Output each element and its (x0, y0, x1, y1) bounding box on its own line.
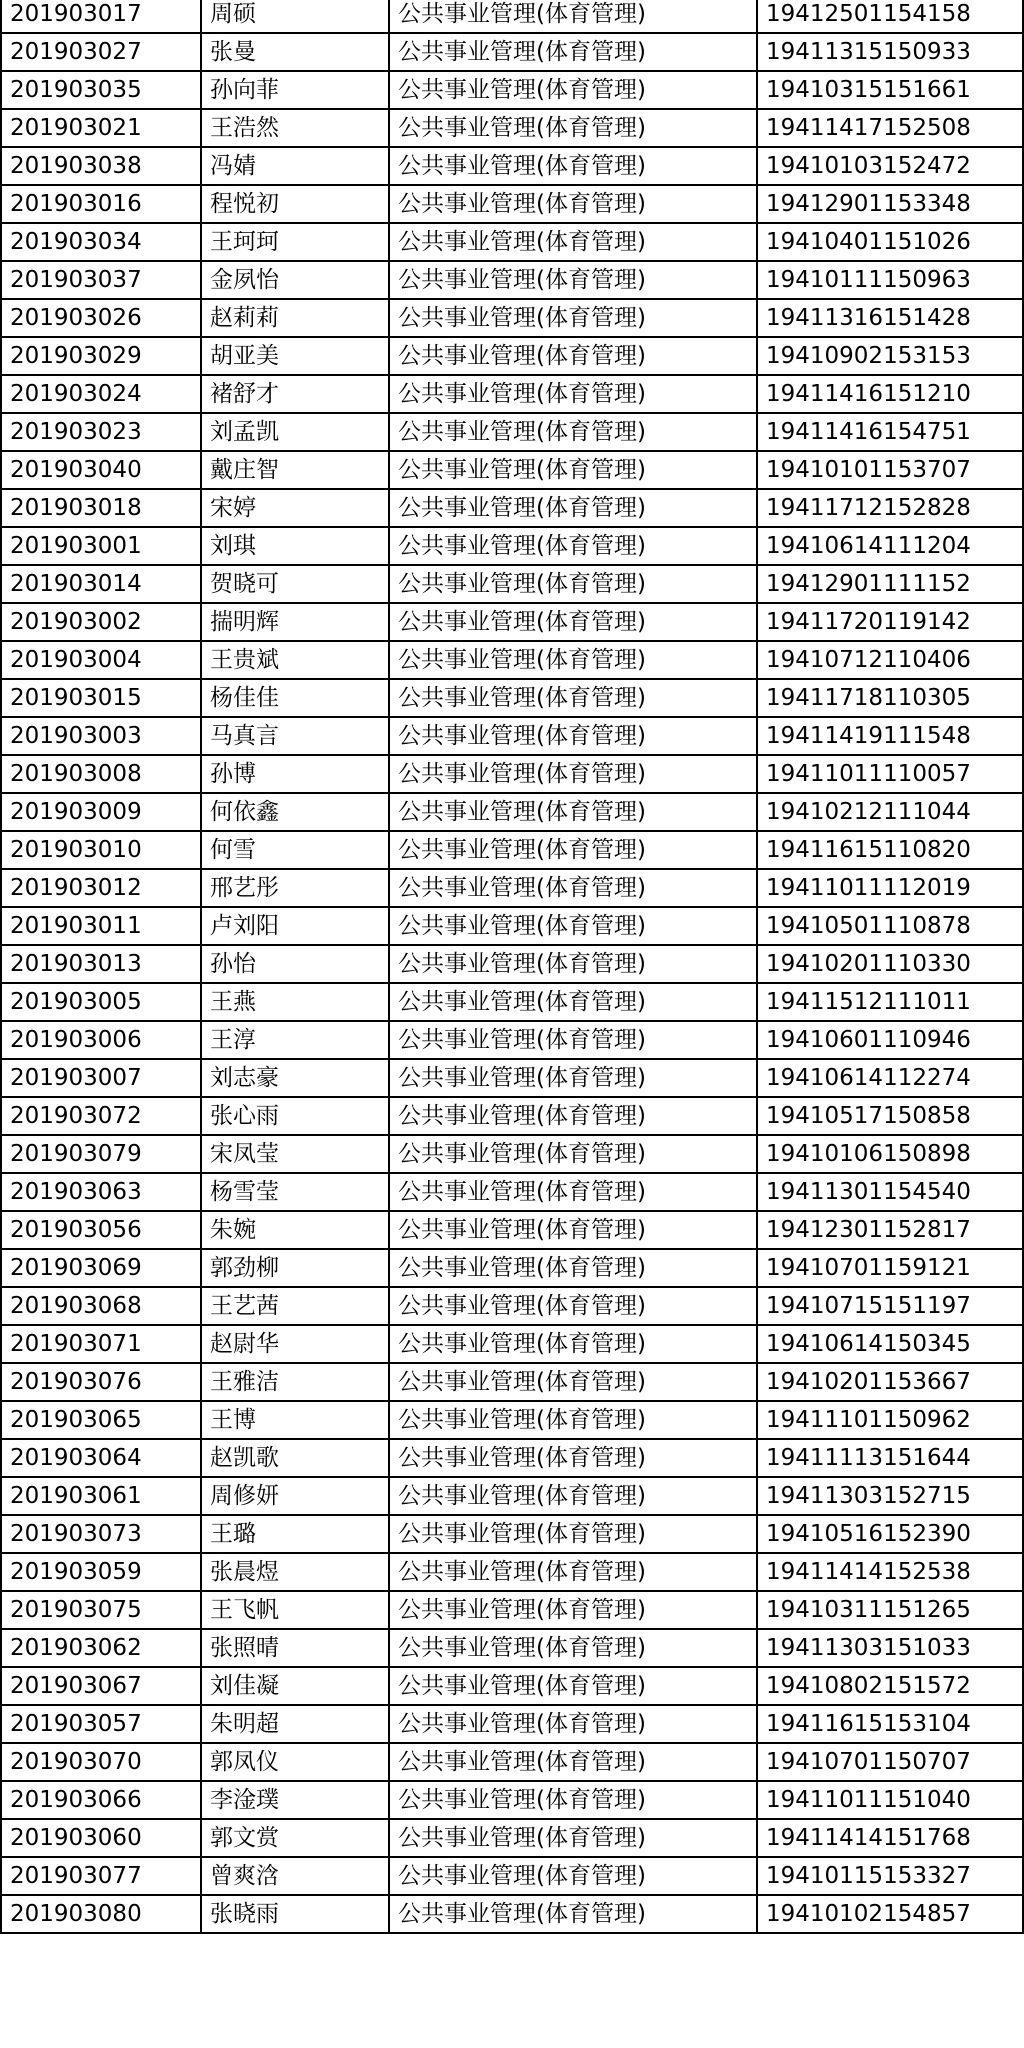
table-row (1, 1705, 1023, 1743)
table-row (1, 1857, 1023, 1895)
certificate-number-cell[interactable]: 19410601110946 (757, 1021, 1023, 1059)
major-cell[interactable]: 公共事业管理(体育管理) (389, 109, 757, 147)
table-row (1, 1895, 1023, 1933)
certificate-number-cell[interactable]: 19411512111011 (757, 983, 1023, 1021)
certificate-number-cell[interactable]: 19411615153104 (757, 1705, 1023, 1743)
student-id-cell[interactable]: 201903018 (1, 489, 201, 527)
major-cell[interactable]: 公共事业管理(体育管理) (389, 71, 757, 109)
certificate-number-cell[interactable]: 19411315150933 (757, 33, 1023, 71)
student-id-cell[interactable]: 201903065 (1, 1401, 201, 1439)
table-row (1, 945, 1023, 983)
table-row (1, 451, 1023, 489)
certificate-number-cell[interactable]: 19412901153348 (757, 185, 1023, 223)
major-cell[interactable]: 公共事业管理(体育管理) (389, 1819, 757, 1857)
student-id-cell[interactable]: 201903013 (1, 945, 201, 983)
certificate-number-cell[interactable]: 19411417152508 (757, 109, 1023, 147)
student-id-cell[interactable]: 201903006 (1, 1021, 201, 1059)
student-id-cell[interactable]: 201903001 (1, 527, 201, 565)
table-row (1, 1819, 1023, 1857)
major-cell[interactable]: 公共事业管理(体育管理) (389, 1401, 757, 1439)
name-cell[interactable]: 赵莉莉 (201, 299, 389, 337)
major-cell[interactable]: 公共事业管理(体育管理) (389, 223, 757, 261)
table-row (1, 375, 1023, 413)
name-cell[interactable]: 朱明超 (201, 1705, 389, 1743)
name-cell[interactable]: 何依鑫 (201, 793, 389, 831)
certificate-number-cell[interactable]: 19411419111548 (757, 717, 1023, 755)
certificate-number-cell[interactable]: 19410315151661 (757, 71, 1023, 109)
student-id-cell[interactable]: 201903072 (1, 1097, 201, 1135)
major-cell[interactable]: 公共事业管理(体育管理) (389, 1439, 757, 1477)
certificate-number-cell[interactable]: 19411303151033 (757, 1629, 1023, 1667)
name-cell[interactable]: 刘孟凯 (201, 413, 389, 451)
name-cell[interactable]: 刘佳凝 (201, 1667, 389, 1705)
name-cell[interactable]: 邢艺彤 (201, 869, 389, 907)
major-cell[interactable]: 公共事业管理(体育管理) (389, 33, 757, 71)
name-cell[interactable]: 周硕 (201, 0, 389, 33)
student-id-cell[interactable]: 201903070 (1, 1743, 201, 1781)
student-id-cell[interactable]: 201903075 (1, 1591, 201, 1629)
certificate-number-cell[interactable]: 19410201110330 (757, 945, 1023, 983)
table-row (1, 527, 1023, 565)
student-id-cell[interactable]: 201903017 (1, 0, 201, 33)
certificate-number-cell[interactable]: 19411303152715 (757, 1477, 1023, 1515)
major-cell[interactable]: 公共事业管理(体育管理) (389, 1515, 757, 1553)
table-row (1, 33, 1023, 71)
name-cell[interactable]: 王雅洁 (201, 1363, 389, 1401)
table-row (1, 1553, 1023, 1591)
name-cell[interactable]: 冯婧 (201, 147, 389, 185)
table-body (1, 0, 1023, 1933)
student-id-cell[interactable]: 201903024 (1, 375, 201, 413)
table-row (1, 1211, 1023, 1249)
major-cell[interactable]: 公共事业管理(体育管理) (389, 1097, 757, 1135)
major-cell[interactable]: 公共事业管理(体育管理) (389, 413, 757, 451)
name-cell[interactable]: 刘琪 (201, 527, 389, 565)
certificate-number-cell[interactable]: 19411011110057 (757, 755, 1023, 793)
major-cell[interactable]: 公共事业管理(体育管理) (389, 1363, 757, 1401)
table-row (1, 565, 1023, 603)
major-cell[interactable]: 公共事业管理(体育管理) (389, 1325, 757, 1363)
major-cell[interactable]: 公共事业管理(体育管理) (389, 565, 757, 603)
certificate-number-cell[interactable]: 19410902153153 (757, 337, 1023, 375)
student-id-cell[interactable]: 201903005 (1, 983, 201, 1021)
student-id-cell[interactable]: 201903064 (1, 1439, 201, 1477)
table-row (1, 1439, 1023, 1477)
major-cell[interactable]: 公共事业管理(体育管理) (389, 945, 757, 983)
student-id-cell[interactable]: 201903035 (1, 71, 201, 109)
student-id-cell[interactable]: 201903067 (1, 1667, 201, 1705)
certificate-number-cell[interactable]: 19410715151197 (757, 1287, 1023, 1325)
table-row (1, 1591, 1023, 1629)
table-row (1, 1743, 1023, 1781)
student-id-cell[interactable]: 201903007 (1, 1059, 201, 1097)
table-row (1, 603, 1023, 641)
certificate-number-cell[interactable]: 19410517150858 (757, 1097, 1023, 1135)
certificate-number-cell[interactable]: 19410311151265 (757, 1591, 1023, 1629)
student-id-cell[interactable]: 201903037 (1, 261, 201, 299)
name-cell[interactable]: 王博 (201, 1401, 389, 1439)
table-row (1, 1287, 1023, 1325)
certificate-number-cell[interactable]: 19410115153327 (757, 1857, 1023, 1895)
certificate-number-cell[interactable]: 19410101153707 (757, 451, 1023, 489)
table-row (1, 869, 1023, 907)
student-id-cell[interactable]: 201903071 (1, 1325, 201, 1363)
certificate-number-cell[interactable]: 19411416154751 (757, 413, 1023, 451)
major-cell[interactable]: 公共事业管理(体育管理) (389, 1629, 757, 1667)
major-cell[interactable]: 公共事业管理(体育管理) (389, 1021, 757, 1059)
student-id-cell[interactable]: 201903040 (1, 451, 201, 489)
major-cell[interactable]: 公共事业管理(体育管理) (389, 147, 757, 185)
name-cell[interactable]: 赵凯歌 (201, 1439, 389, 1477)
table-row (1, 1135, 1023, 1173)
name-cell[interactable]: 胡亚美 (201, 337, 389, 375)
name-cell[interactable]: 张晓雨 (201, 1895, 389, 1933)
major-cell[interactable]: 公共事业管理(体育管理) (389, 1211, 757, 1249)
table-row (1, 109, 1023, 147)
name-cell[interactable]: 郭劲柳 (201, 1249, 389, 1287)
name-cell[interactable]: 王珂珂 (201, 223, 389, 261)
certificate-number-cell[interactable]: 19410401151026 (757, 223, 1023, 261)
name-cell[interactable]: 杨雪莹 (201, 1173, 389, 1211)
certificate-number-cell[interactable]: 19410614112274 (757, 1059, 1023, 1097)
major-cell[interactable]: 公共事业管理(体育管理) (389, 603, 757, 641)
student-id-cell[interactable]: 201903073 (1, 1515, 201, 1553)
table-row (1, 1173, 1023, 1211)
major-cell[interactable]: 公共事业管理(体育管理) (389, 869, 757, 907)
student-id-cell[interactable]: 201903056 (1, 1211, 201, 1249)
table-row (1, 1249, 1023, 1287)
student-id-cell[interactable]: 201903008 (1, 755, 201, 793)
table-row (1, 1781, 1023, 1819)
student-id-cell[interactable]: 201903015 (1, 679, 201, 717)
name-cell[interactable]: 宋婷 (201, 489, 389, 527)
certificate-number-cell[interactable]: 19410111150963 (757, 261, 1023, 299)
student-id-cell[interactable]: 201903029 (1, 337, 201, 375)
name-cell[interactable]: 郭凤仪 (201, 1743, 389, 1781)
certificate-number-cell[interactable]: 19412301152817 (757, 1211, 1023, 1249)
certificate-number-cell[interactable]: 19411113151644 (757, 1439, 1023, 1477)
student-id-cell[interactable]: 201903002 (1, 603, 201, 641)
certificate-number-cell[interactable]: 19411414152538 (757, 1553, 1023, 1591)
name-cell[interactable]: 贺晓可 (201, 565, 389, 603)
student-id-cell[interactable]: 201903016 (1, 185, 201, 223)
table-row (1, 1021, 1023, 1059)
table-row (1, 489, 1023, 527)
table-row (1, 641, 1023, 679)
major-cell[interactable]: 公共事业管理(体育管理) (389, 337, 757, 375)
certificate-number-cell[interactable]: 19412901111152 (757, 565, 1023, 603)
major-cell[interactable]: 公共事业管理(体育管理) (389, 527, 757, 565)
name-cell[interactable]: 张曼 (201, 33, 389, 71)
student-id-cell[interactable]: 201903079 (1, 1135, 201, 1173)
major-cell[interactable]: 公共事业管理(体育管理) (389, 1553, 757, 1591)
name-cell[interactable]: 王飞帆 (201, 1591, 389, 1629)
table-row (1, 1363, 1023, 1401)
name-cell[interactable]: 曾爽浛 (201, 1857, 389, 1895)
certificate-number-cell[interactable]: 19410501110878 (757, 907, 1023, 945)
student-id-cell[interactable]: 201903076 (1, 1363, 201, 1401)
major-cell[interactable]: 公共事业管理(体育管理) (389, 1857, 757, 1895)
table-row (1, 1515, 1023, 1553)
certificate-number-cell[interactable]: 19410701150707 (757, 1743, 1023, 1781)
name-cell[interactable]: 王艺茜 (201, 1287, 389, 1325)
name-cell[interactable]: 褚舒才 (201, 375, 389, 413)
name-cell[interactable]: 金夙怡 (201, 261, 389, 299)
certificate-number-cell[interactable]: 19410516152390 (757, 1515, 1023, 1553)
certificate-number-cell[interactable]: 19411416151210 (757, 375, 1023, 413)
name-cell[interactable]: 王贵斌 (201, 641, 389, 679)
certificate-number-cell[interactable]: 19411101150962 (757, 1401, 1023, 1439)
table-row (1, 831, 1023, 869)
table-row (1, 1477, 1023, 1515)
major-cell[interactable]: 公共事业管理(体育管理) (389, 983, 757, 1021)
certificate-number-cell[interactable]: 19411011112019 (757, 869, 1023, 907)
major-cell[interactable]: 公共事业管理(体育管理) (389, 1059, 757, 1097)
name-cell[interactable]: 郭文赏 (201, 1819, 389, 1857)
name-cell[interactable]: 王燕 (201, 983, 389, 1021)
certificate-number-cell[interactable]: 19410201153667 (757, 1363, 1023, 1401)
table-row (1, 793, 1023, 831)
major-cell[interactable]: 公共事业管理(体育管理) (389, 1781, 757, 1819)
student-id-cell[interactable]: 201903077 (1, 1857, 201, 1895)
table-row (1, 223, 1023, 261)
table-row (1, 185, 1023, 223)
student-id-cell[interactable]: 201903061 (1, 1477, 201, 1515)
major-cell[interactable]: 公共事业管理(体育管理) (389, 793, 757, 831)
certificate-number-cell[interactable]: 19410614111204 (757, 527, 1023, 565)
major-cell[interactable]: 公共事业管理(体育管理) (389, 1667, 757, 1705)
major-cell[interactable]: 公共事业管理(体育管理) (389, 375, 757, 413)
name-cell[interactable]: 孙博 (201, 755, 389, 793)
major-cell[interactable]: 公共事业管理(体育管理) (389, 1135, 757, 1173)
student-id-cell[interactable]: 201903009 (1, 793, 201, 831)
certificate-number-cell[interactable]: 19410614150345 (757, 1325, 1023, 1363)
name-cell[interactable]: 刘志豪 (201, 1059, 389, 1097)
major-cell[interactable]: 公共事业管理(体育管理) (389, 1895, 757, 1933)
table-row (1, 337, 1023, 375)
name-cell[interactable]: 张照晴 (201, 1629, 389, 1667)
student-id-cell[interactable]: 201903011 (1, 907, 201, 945)
major-cell[interactable]: 公共事业管理(体育管理) (389, 451, 757, 489)
major-cell[interactable]: 公共事业管理(体育管理) (389, 1287, 757, 1325)
certificate-number-cell[interactable]: 19411316151428 (757, 299, 1023, 337)
certificate-number-cell[interactable]: 19411718110305 (757, 679, 1023, 717)
certificate-number-cell[interactable]: 19410103152472 (757, 147, 1023, 185)
student-id-cell[interactable]: 201903021 (1, 109, 201, 147)
certificate-number-cell[interactable]: 19411720119142 (757, 603, 1023, 641)
table-row (1, 71, 1023, 109)
table-row (1, 907, 1023, 945)
major-cell[interactable]: 公共事业管理(体育管理) (389, 1249, 757, 1287)
table-row (1, 299, 1023, 337)
student-id-cell[interactable]: 201903010 (1, 831, 201, 869)
certificate-number-cell[interactable]: 19411414151768 (757, 1819, 1023, 1857)
table-row (1, 0, 1023, 33)
major-cell[interactable]: 公共事业管理(体育管理) (389, 1173, 757, 1211)
table-row (1, 1059, 1023, 1097)
student-id-cell[interactable]: 201903034 (1, 223, 201, 261)
student-id-cell[interactable]: 201903069 (1, 1249, 201, 1287)
student-id-cell[interactable]: 201903012 (1, 869, 201, 907)
certificate-number-cell[interactable]: 19410712110406 (757, 641, 1023, 679)
name-cell[interactable]: 卢刘阳 (201, 907, 389, 945)
name-cell[interactable]: 李淦璞 (201, 1781, 389, 1819)
name-cell[interactable]: 张晨煜 (201, 1553, 389, 1591)
major-cell[interactable]: 公共事业管理(体育管理) (389, 1743, 757, 1781)
major-cell[interactable]: 公共事业管理(体育管理) (389, 755, 757, 793)
student-id-cell[interactable]: 201903023 (1, 413, 201, 451)
table-row (1, 147, 1023, 185)
table-row (1, 1325, 1023, 1363)
major-cell[interactable]: 公共事业管理(体育管理) (389, 0, 757, 33)
certificate-number-cell[interactable]: 19410102154857 (757, 1895, 1023, 1933)
table-row (1, 1401, 1023, 1439)
name-cell[interactable]: 戴庄智 (201, 451, 389, 489)
major-cell[interactable]: 公共事业管理(体育管理) (389, 907, 757, 945)
table-row (1, 1667, 1023, 1705)
name-cell[interactable]: 杨佳佳 (201, 679, 389, 717)
certificate-number-cell[interactable]: 19410212111044 (757, 793, 1023, 831)
table-row (1, 261, 1023, 299)
student-id-cell[interactable]: 201903026 (1, 299, 201, 337)
certificate-number-cell[interactable]: 19411615110820 (757, 831, 1023, 869)
student-id-cell[interactable]: 201903080 (1, 1895, 201, 1933)
name-cell[interactable]: 孙怡 (201, 945, 389, 983)
student-id-cell[interactable]: 201903004 (1, 641, 201, 679)
major-cell[interactable]: 公共事业管理(体育管理) (389, 831, 757, 869)
major-cell[interactable]: 公共事业管理(体育管理) (389, 299, 757, 337)
table-row (1, 1629, 1023, 1667)
name-cell[interactable]: 程悦初 (201, 185, 389, 223)
student-id-cell[interactable]: 201903068 (1, 1287, 201, 1325)
name-cell[interactable]: 揣明辉 (201, 603, 389, 641)
certificate-number-cell[interactable]: 19410802151572 (757, 1667, 1023, 1705)
student-id-cell[interactable]: 201903057 (1, 1705, 201, 1743)
major-cell[interactable]: 公共事业管理(体育管理) (389, 1477, 757, 1515)
table-row (1, 413, 1023, 451)
certificate-number-cell[interactable]: 19412501154158 (757, 0, 1023, 33)
certificate-number-cell[interactable]: 19410701159121 (757, 1249, 1023, 1287)
student-id-cell[interactable]: 201903014 (1, 565, 201, 603)
name-cell[interactable]: 王浩然 (201, 109, 389, 147)
major-cell[interactable]: 公共事业管理(体育管理) (389, 641, 757, 679)
certificate-number-cell[interactable]: 19411301154540 (757, 1173, 1023, 1211)
major-cell[interactable]: 公共事业管理(体育管理) (389, 489, 757, 527)
student-id-cell[interactable]: 201903038 (1, 147, 201, 185)
table-row (1, 679, 1023, 717)
student-id-cell[interactable]: 201903062 (1, 1629, 201, 1667)
student-id-cell[interactable]: 201903003 (1, 717, 201, 755)
major-cell[interactable]: 公共事业管理(体育管理) (389, 717, 757, 755)
certificate-number-cell[interactable]: 19411712152828 (757, 489, 1023, 527)
name-cell[interactable]: 赵尉华 (201, 1325, 389, 1363)
student-id-cell[interactable]: 201903060 (1, 1819, 201, 1857)
name-cell[interactable]: 王璐 (201, 1515, 389, 1553)
table-row (1, 983, 1023, 1021)
name-cell[interactable]: 朱婉 (201, 1211, 389, 1249)
major-cell[interactable]: 公共事业管理(体育管理) (389, 679, 757, 717)
table-row (1, 717, 1023, 755)
certificate-number-cell[interactable]: 19410106150898 (757, 1135, 1023, 1173)
name-cell[interactable]: 周修妍 (201, 1477, 389, 1515)
certificate-number-cell[interactable]: 19411011151040 (757, 1781, 1023, 1819)
name-cell[interactable]: 王淳 (201, 1021, 389, 1059)
major-cell[interactable]: 公共事业管理(体育管理) (389, 261, 757, 299)
name-cell[interactable]: 宋凤莹 (201, 1135, 389, 1173)
student-id-cell[interactable]: 201903063 (1, 1173, 201, 1211)
name-cell[interactable]: 何雪 (201, 831, 389, 869)
major-cell[interactable]: 公共事业管理(体育管理) (389, 1705, 757, 1743)
major-cell[interactable]: 公共事业管理(体育管理) (389, 1591, 757, 1629)
major-cell[interactable]: 公共事业管理(体育管理) (389, 185, 757, 223)
student-id-cell[interactable]: 201903059 (1, 1553, 201, 1591)
name-cell[interactable]: 孙向菲 (201, 71, 389, 109)
table-row (1, 1097, 1023, 1135)
name-cell[interactable]: 马真言 (201, 717, 389, 755)
student-id-cell[interactable]: 201903066 (1, 1781, 201, 1819)
table-row (1, 755, 1023, 793)
name-cell[interactable]: 张心雨 (201, 1097, 389, 1135)
student-id-cell[interactable]: 201903027 (1, 33, 201, 71)
